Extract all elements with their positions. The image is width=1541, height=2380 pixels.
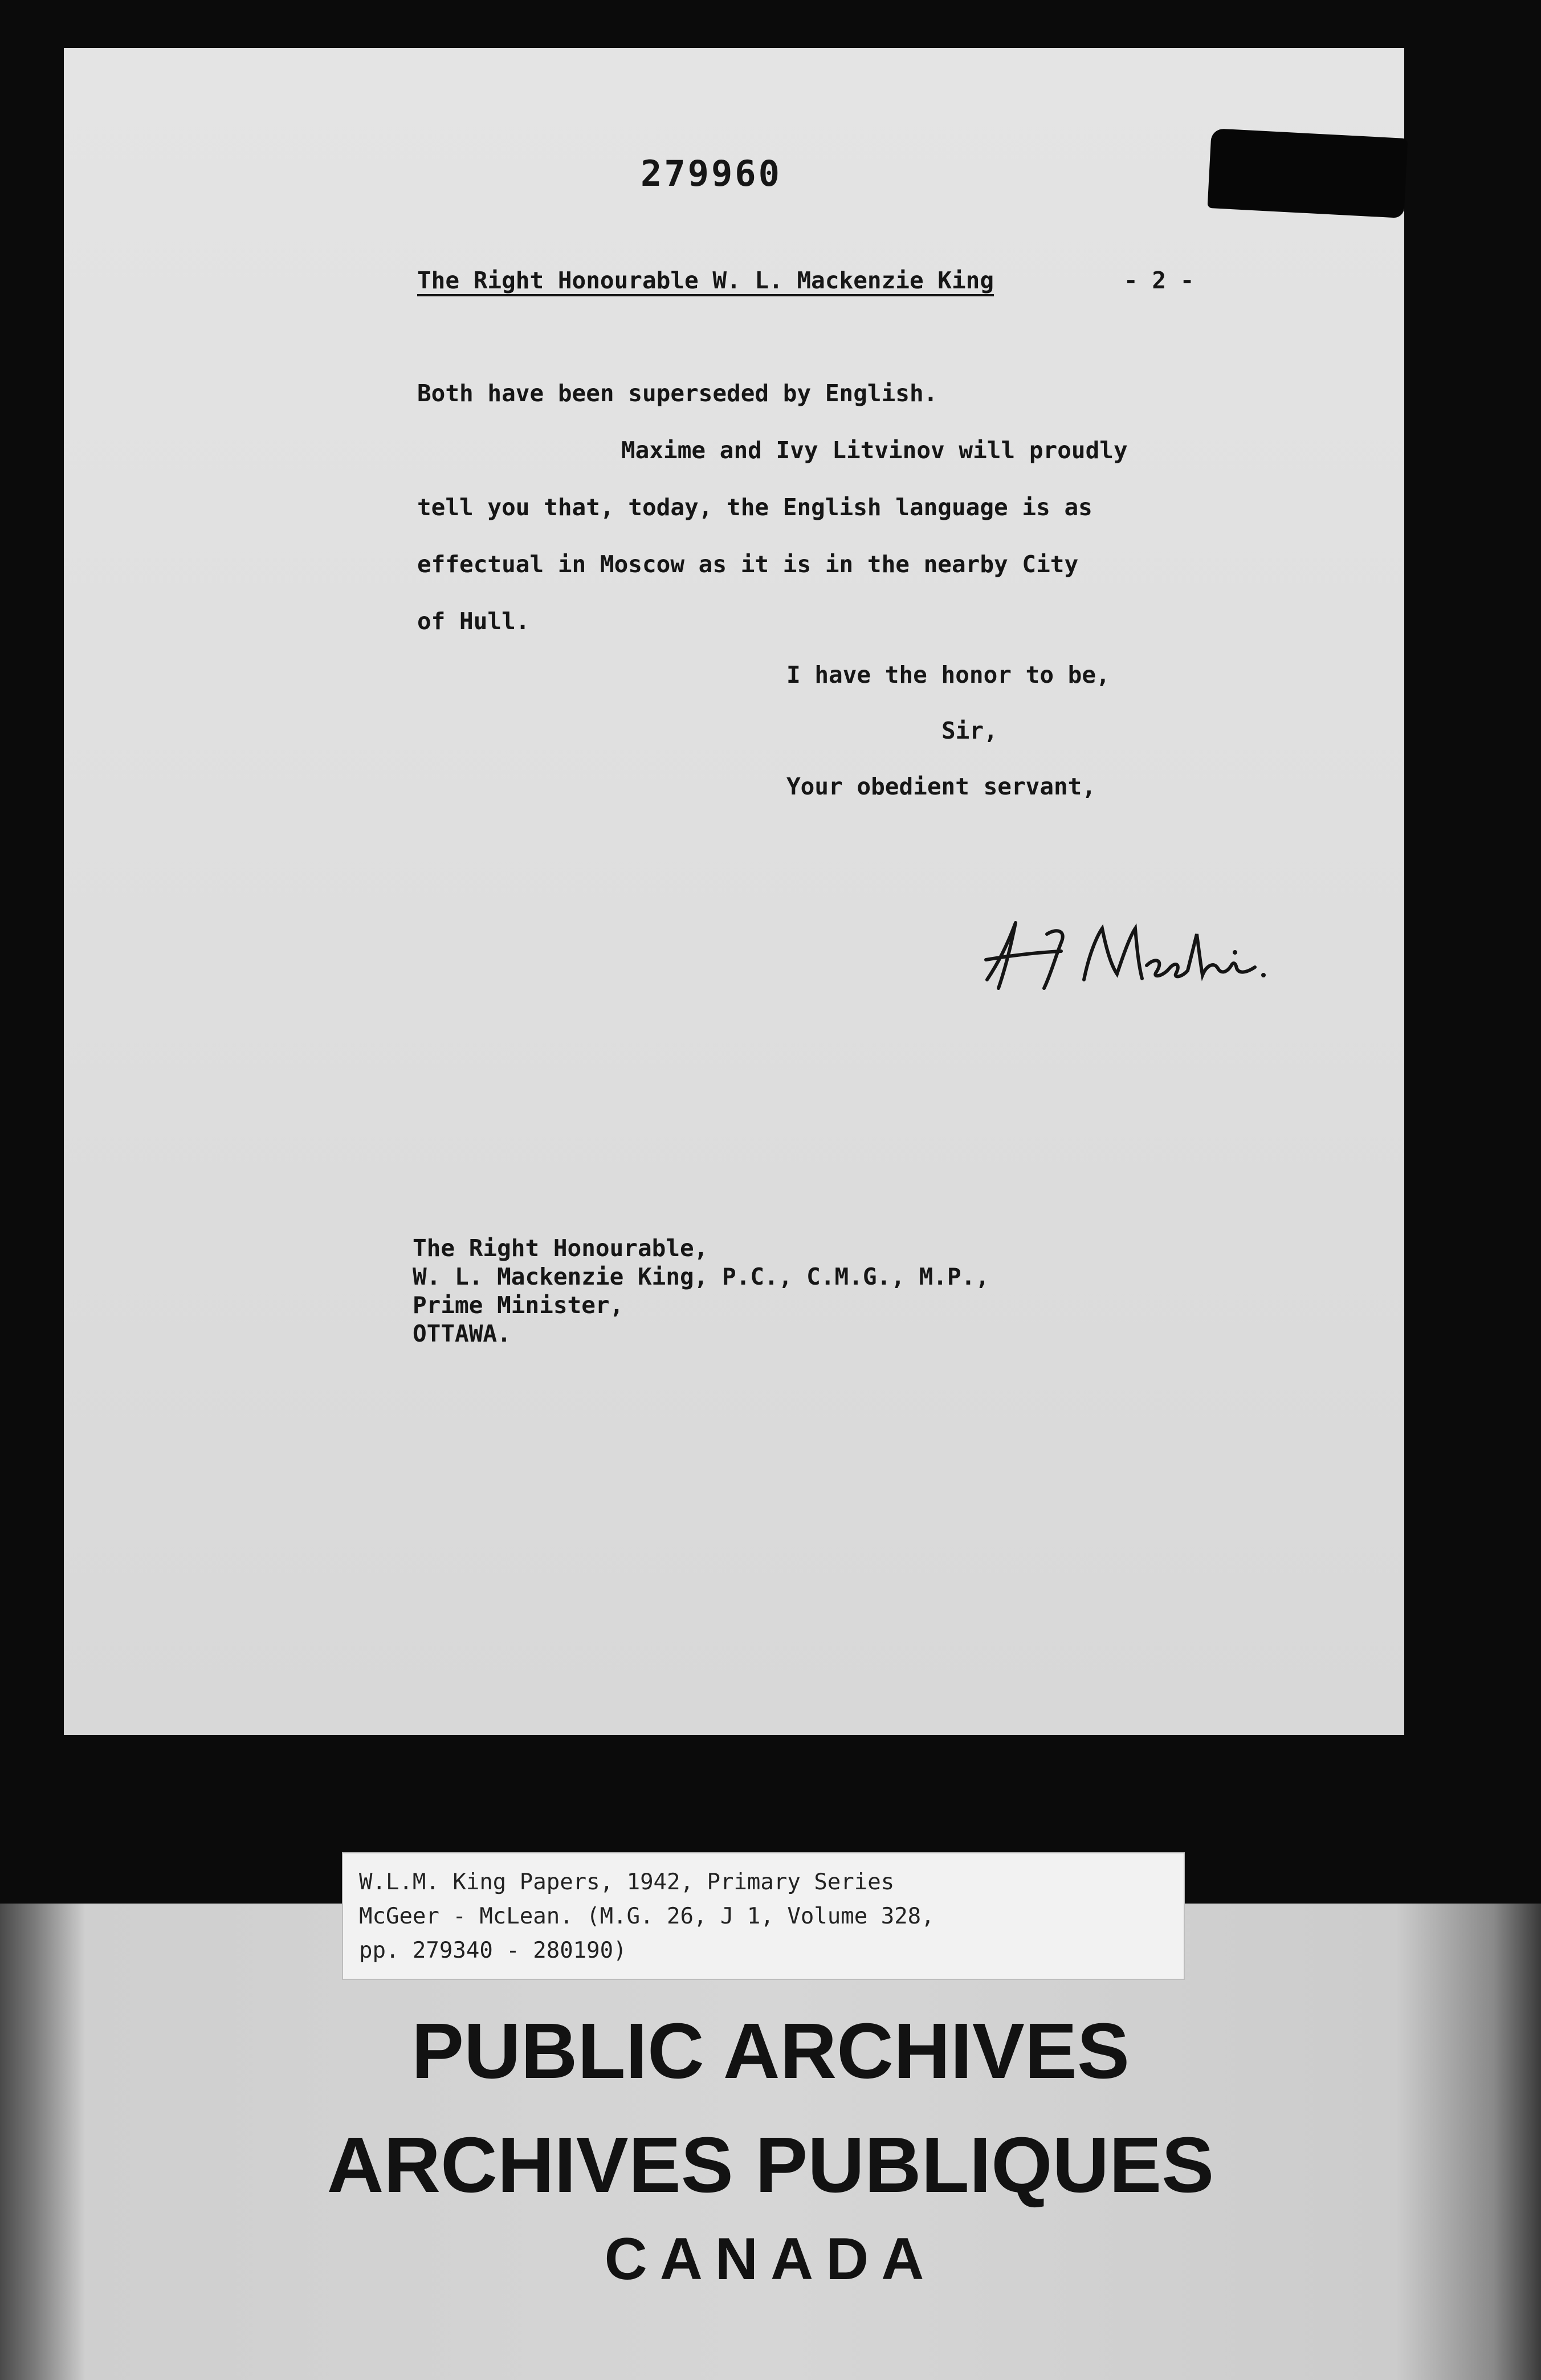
addressee-line-4: OTTAWA. [413, 1320, 511, 1347]
body-line-1: Both have been superseded by English. [417, 380, 938, 407]
archive-stamp-line-3: CANADA [604, 2226, 937, 2292]
archive-stamp-line-1: PUBLIC ARCHIVES [411, 2007, 1130, 2095]
archive-reference-label [342, 1852, 1185, 1980]
signature-scribble [976, 911, 1272, 997]
closing-line-2: Sir, [941, 717, 998, 744]
addressee-line-3: Prime Minister, [413, 1291, 624, 1319]
closing-line-3: Your obedient servant, [786, 773, 1096, 800]
body-line-5: of Hull. [417, 608, 530, 635]
document-number: 279960 [641, 153, 782, 194]
archive-label-line-1: W.L.M. King Papers, 1942, Primary Series [359, 1869, 895, 1895]
archive-label-line-2: McGeer - McLean. (M.G. 26, J 1, Volume 328, [359, 1904, 935, 1929]
signature [976, 911, 1272, 999]
letter-heading: The Right Honourable W. L. Mackenzie King [417, 267, 994, 294]
addressee-line-1: The Right Honourable, [413, 1234, 708, 1262]
addressee-line-2: W. L. Mackenzie King, P.C., C.M.G., M.P., [413, 1263, 990, 1290]
closing-line-1: I have the honor to be, [786, 661, 1110, 688]
archive-label-line-3: pp. 279340 - 280190) [359, 1938, 627, 1963]
redaction-mark [1208, 128, 1408, 218]
body-line-3: tell you that, today, the English language is as [417, 494, 1092, 521]
body-line-2: Maxime and Ivy Litvinov will proudly [621, 437, 1128, 464]
letter-page [64, 48, 1404, 1735]
archive-stamp-line-2: ARCHIVES PUBLIQUES [327, 2121, 1214, 2209]
body-line-4: effectual in Moscow as it is in the nearby City [417, 551, 1079, 578]
page-marker: - 2 - [1124, 267, 1195, 294]
